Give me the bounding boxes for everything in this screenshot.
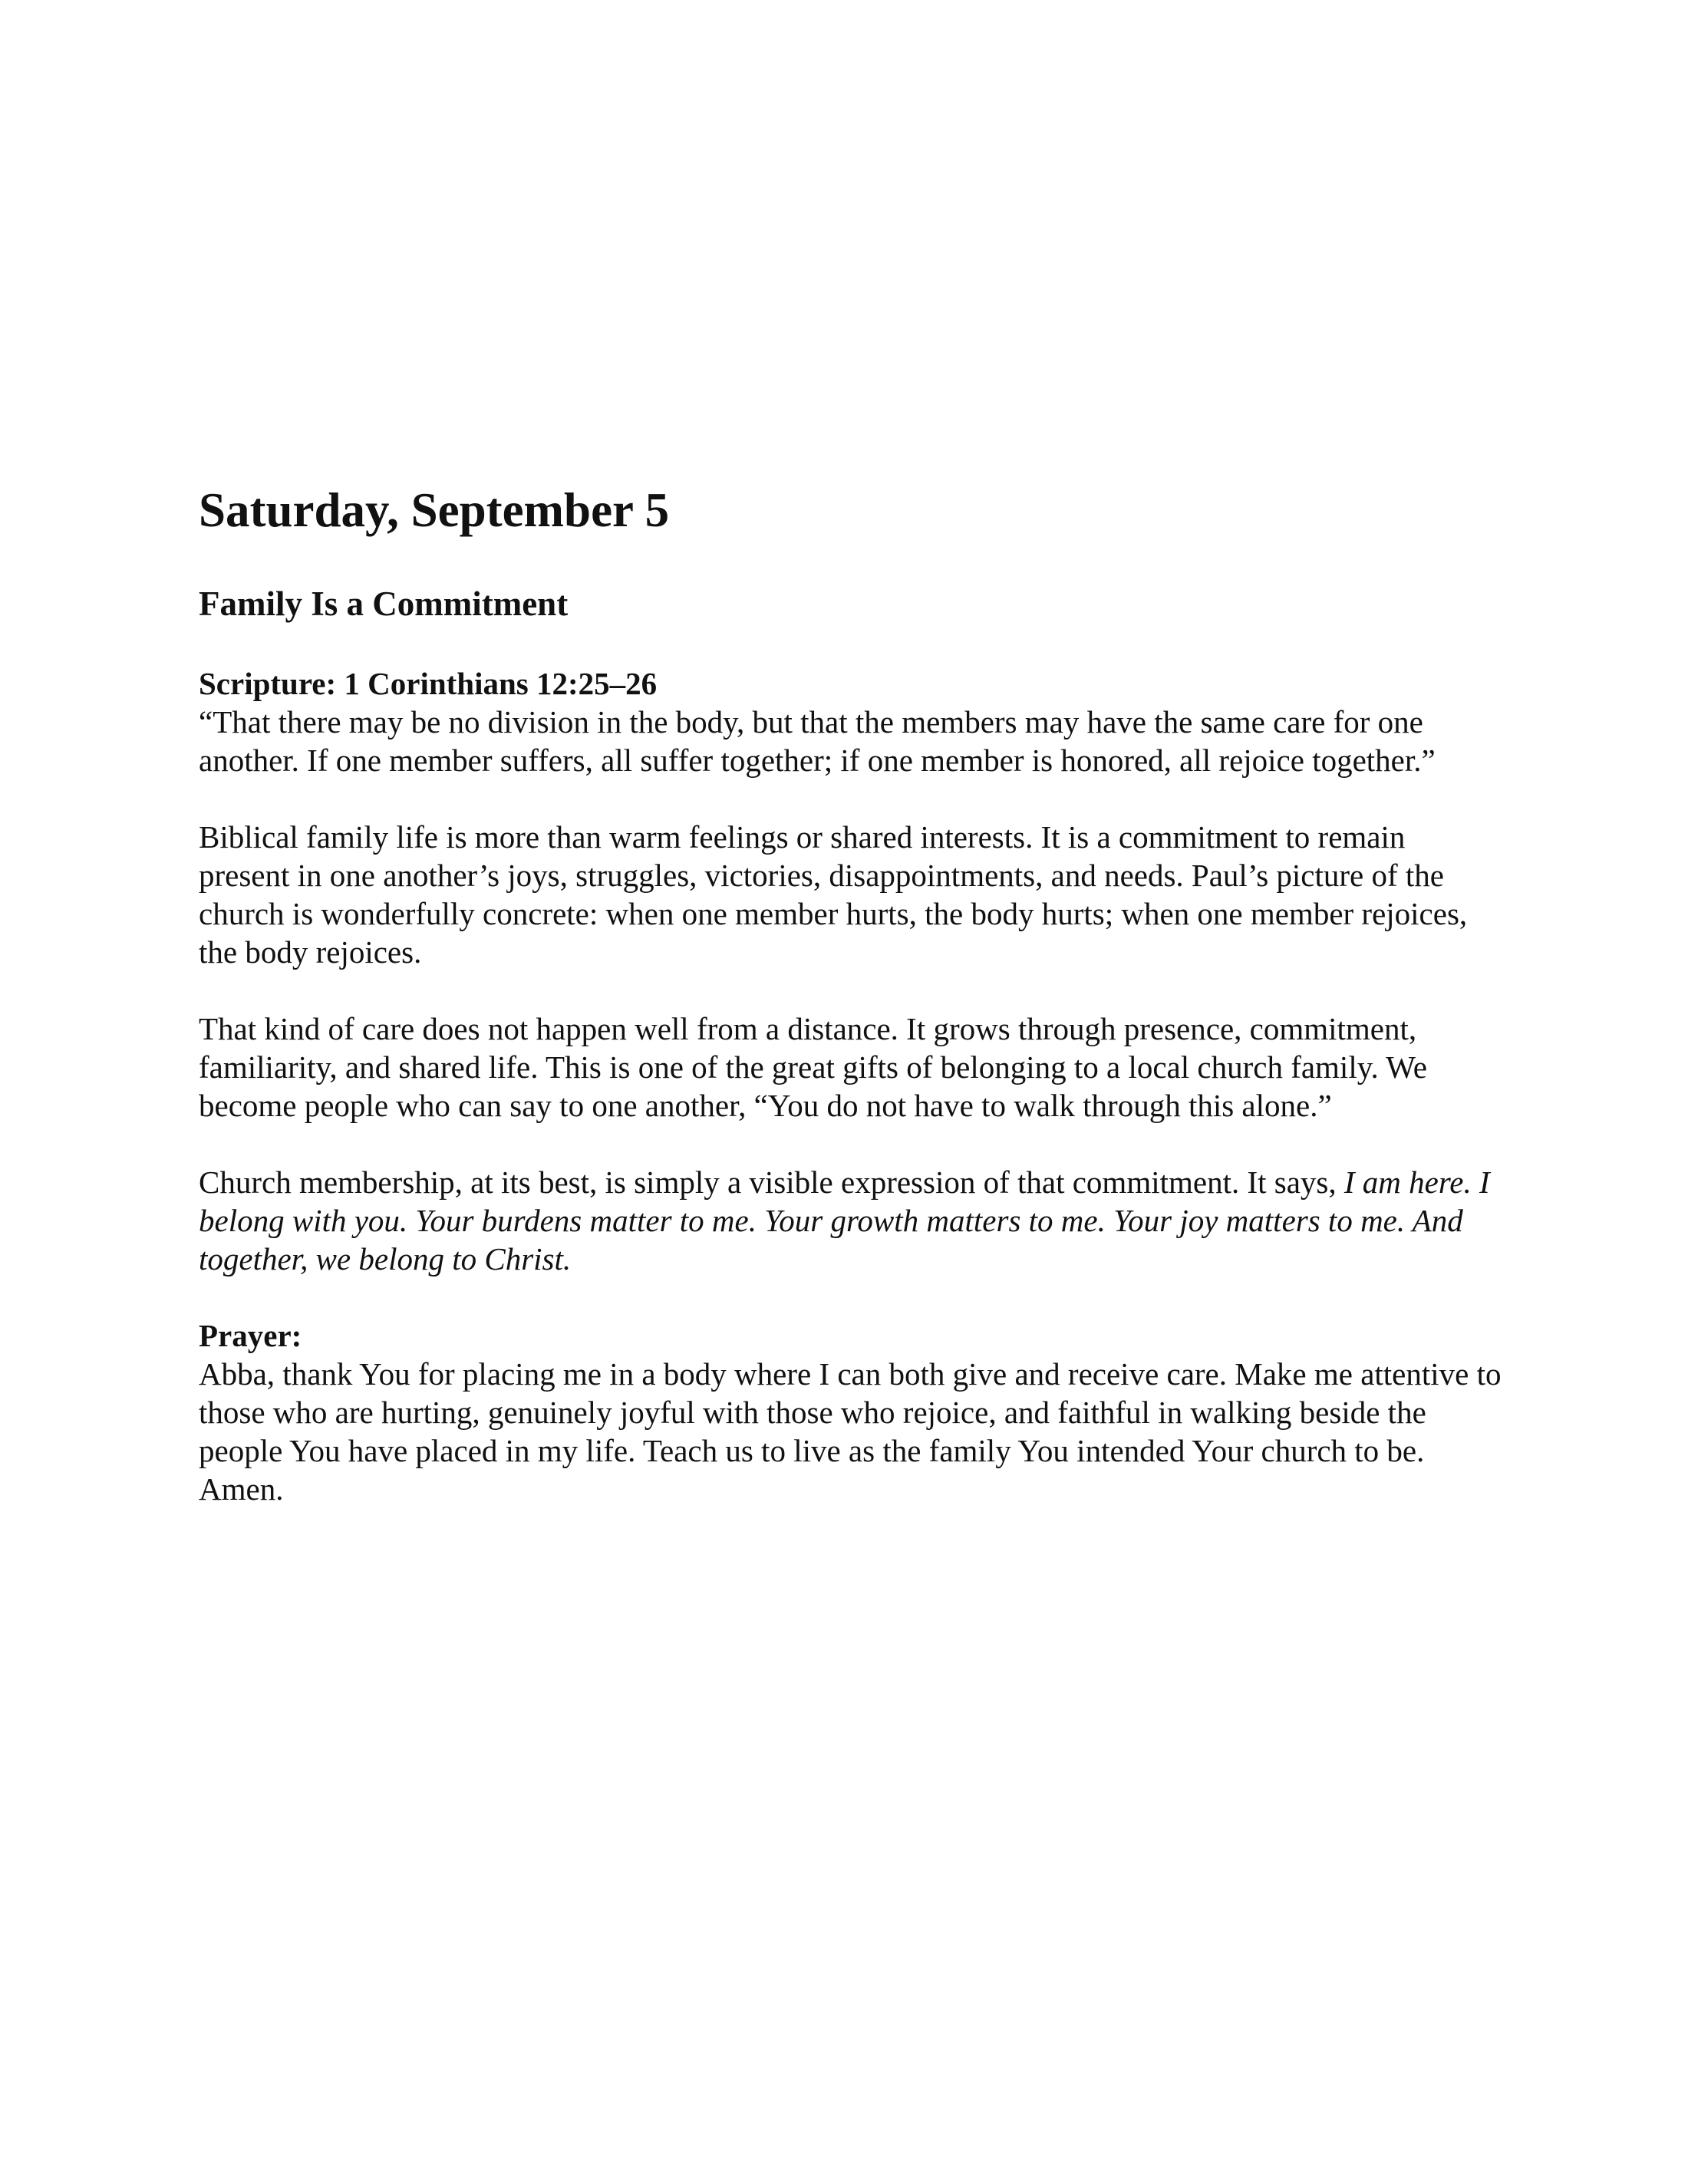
- membership-italic-text: I am here. I belong with you. Your burdens matter to me. Your growth matters to me. Your joy matters to me. And together, we belong to Christ.: [199, 1164, 1490, 1276]
- membership-lead-text: Church membership, at its best, is simply a visible expression of that commitment. It says,: [199, 1164, 1337, 1200]
- scripture-section: [199, 664, 1503, 779]
- prayer-text: Abba, thank You for placing me in a body where I can both give and receive care. Make me attentive to those who are hurting, genuinely joyful with those who rejoice, and faithful in walking beside the people You have placed in my life. Teach us to live as the family You intended Your church to be. Amen.: [199, 1356, 1502, 1507]
- body-paragraph-2: That kind of care does not happen well from a distance. It grows through presence, commitment, familiarity, and shared life. This is one of the great gifts of belonging to a local church family. We become people who can say to one another, “You do not have to walk through this alone.”: [199, 1010, 1427, 1123]
- devotional-subtitle: Family Is a Commitment: [199, 584, 569, 623]
- scripture-text: “That there may be no division in the body, but that the members may have the same care for one another. If one member suffers, all suffer together; if one member is honored, all rejoice together.”: [199, 703, 1436, 778]
- devotional-page: [199, 482, 1503, 1547]
- scripture-label: Scripture: 1 Corinthians 12:25–26: [199, 665, 658, 701]
- prayer-section: [199, 1316, 1503, 1508]
- page-title: Saturday, September 5: [199, 483, 670, 537]
- membership-paragraph: [199, 1163, 1503, 1278]
- prayer-label: Prayer:: [199, 1317, 302, 1353]
- body-paragraph-1: Biblical family life is more than warm feelings or shared interests. It is a commitment to remain present in one another’s joys, struggles, victories, disappointments, and needs. Paul’s picture of the church is wonderfully concrete: when one member hurts, the body hurts; when one member rejoices, the body rejoices.: [199, 819, 1468, 970]
